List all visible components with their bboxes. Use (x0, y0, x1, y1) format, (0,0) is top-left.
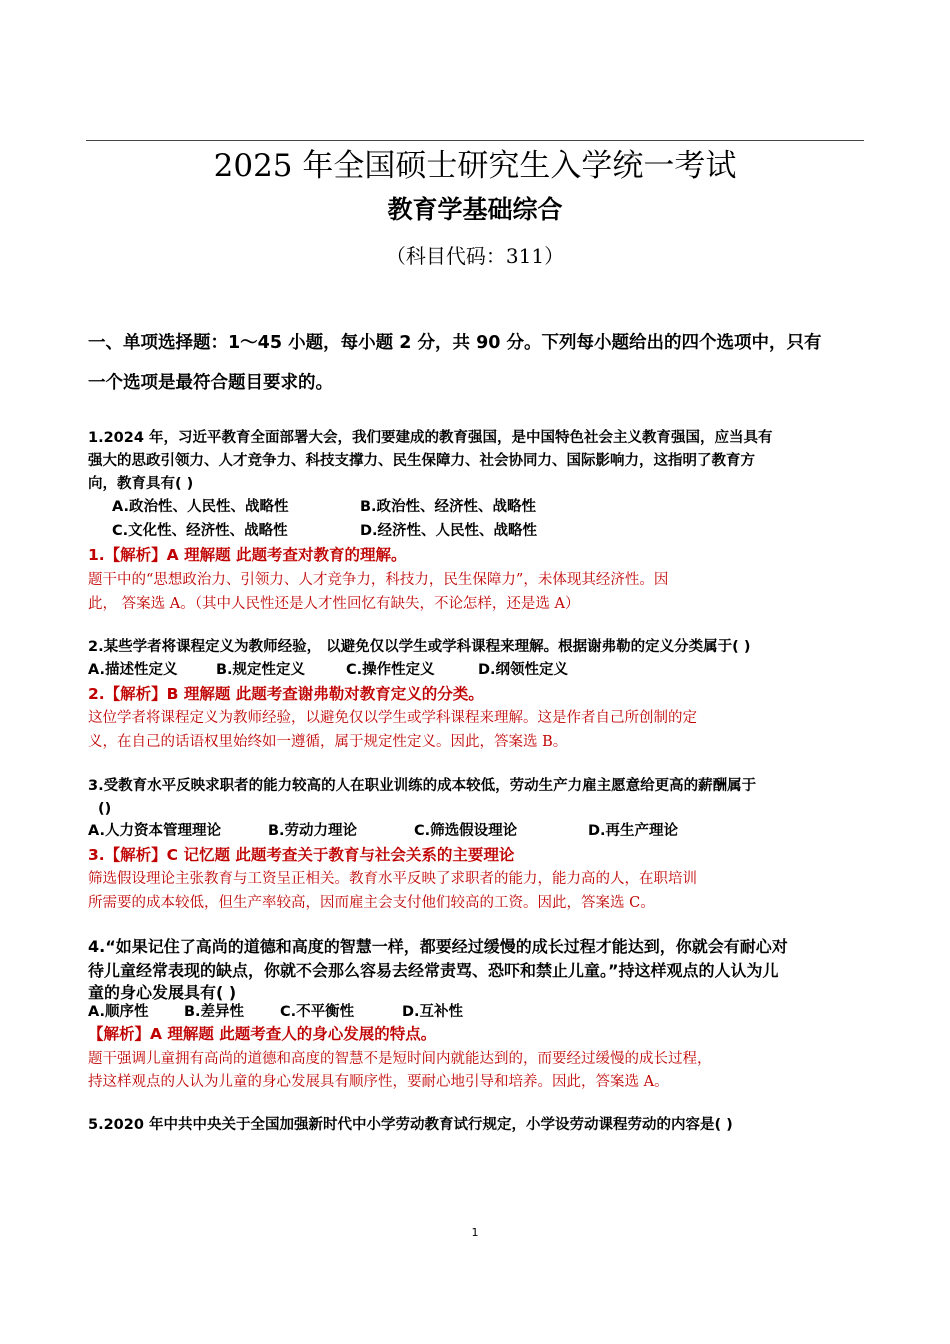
q1-stem-line3: 向，教育具有( ) (88, 476, 194, 492)
q3-option-d: D.再生产理论 (588, 823, 679, 839)
header-rule (86, 140, 864, 141)
q4-option-d: D.互补性 (402, 1004, 464, 1020)
q2-answer: 2.【解析】B 理解题 此题考查谢弗勒对教育定义的分类。 (88, 685, 484, 703)
q3-option-c: C.筛选假设理论 (414, 823, 518, 839)
q1-option-b: B.政治性、经济性、战略性 (360, 499, 537, 515)
q3-explanation-line1: 筛选假设理论主张教育与工资呈正相关。教育水平反映了求职者的能力，能力高的人，在职培训 (88, 871, 697, 887)
q4-option-a: A.顺序性 (88, 1004, 149, 1020)
exam-title: 2025 年全国硕士研究生入学统一考试 (213, 148, 737, 184)
q4-answer: 【解析】A 理解题 此题考查人的身心发展的特点。 (88, 1025, 437, 1043)
q1-option-d: D.经济性、人民性、战略性 (360, 523, 538, 539)
q4-stem-line3: 童的身心发展具有( ) (88, 983, 237, 1002)
q2-option-b: B.规定性定义 (216, 662, 306, 678)
q2-option-d: D.纲领性定义 (478, 662, 569, 678)
subject-code: （科目代码：311） (385, 244, 565, 268)
q1-explanation-line2: 此， 答案选 A。（其中人民性还是人才性回忆有缺失，不论怎样，还是选 A） (88, 596, 580, 612)
q1-option-c: C.文化性、经济性、战略性 (112, 523, 288, 539)
q4-option-b: B.差异性 (184, 1004, 245, 1020)
page-number: 1 (471, 1226, 479, 1239)
q3-stem-line1: 3.受教育水平反映求职者的能力较高的人在职业训练的成本较低，劳动生产力雇主愿意给更高的薪酬属于 (88, 778, 757, 794)
section-heading-line2: 一个选项是最符合题目要求的。 (88, 373, 333, 393)
q1-stem-line1: 1.2024 年，习近平教育全面部署大会，我们要建成的教育强国，是中国特色社会主义教育强国，应当具有 (88, 430, 773, 446)
q3-answer: 3.【解析】C 记忆题 此题考查关于教育与社会关系的主要理论 (88, 846, 515, 864)
q4-option-c: C.不平衡性 (280, 1004, 355, 1020)
q3-stem-line2: () (98, 801, 112, 817)
q3-explanation-line2: 所需要的成本较低，但生产率较高，因而雇主会支付他们较高的工资。因此，答案选 C。 (88, 895, 655, 911)
q3-option-a: A.人力资本管理理论 (88, 823, 221, 839)
q4-stem-line1: 4.“如果记住了高尚的道德和高度的智慧一样，都要经过缓慢的成长过程才能达到，你就会有耐心对 (88, 937, 788, 956)
q1-explanation-line1: 题干中的“思想政治力、引领力、人才竞争力，科技力，民生保障力”，未体现其经济性。因 (88, 572, 669, 588)
q2-explanation-line1: 这位学者将课程定义为教师经验，以避免仅以学生或学科课程来理解。这是作者自己所创制的定 (88, 710, 697, 726)
subject-title: 教育学基础综合 (387, 195, 563, 224)
q2-explanation-line2: 义，在自己的话语权里始终如一遵循，属于规定性定义。因此，答案选 B。 (88, 734, 568, 750)
q2-option-a: A.描述性定义 (88, 662, 178, 678)
q1-answer: 1.【解析】A 理解题 此题考查对教育的理解。 (88, 546, 407, 564)
q1-stem-line2: 强大的思政引领力、人才竞争力、科技支撑力、民生保障力、社会协同力、国际影响力，这指明了教育方 (88, 453, 755, 469)
q3-option-b: B.劳动力理论 (268, 823, 358, 839)
section-heading-line1: 一、单项选择题：1～45 小题，每小题 2 分，共 90 分。下列每小题给出的四个选项中，只有 (88, 333, 822, 353)
q2-option-c: C.操作性定义 (346, 662, 435, 678)
q4-explanation-line1: 题干强调儿童拥有高尚的道德和高度的智慧不是短时间内就能达到的，而要经过缓慢的成长过程， (88, 1051, 712, 1067)
q2-stem-line1: 2.某些学者将课程定义为教师经验， 以避免仅以学生或学科课程来理解。根据谢弗勒的定义分类属于( ) (88, 639, 751, 655)
q1-option-a: A.政治性、人民性、战略性 (112, 499, 289, 515)
q5-stem-line1: 5.2020 年中共中央关于全国加强新时代中小学劳动教育试行规定，小学设劳动课程劳动的内容是( ) (88, 1117, 733, 1133)
q4-stem-line2: 待儿童经常表现的缺点，你就不会那么容易去经常责骂、恐吓和禁止儿童。”持这样观点的人认为儿 (88, 961, 779, 980)
q4-explanation-line2: 持这样观点的人认为儿童的身心发展具有顺序性，要耐心地引导和培养。因此，答案选 A。 (88, 1074, 669, 1090)
